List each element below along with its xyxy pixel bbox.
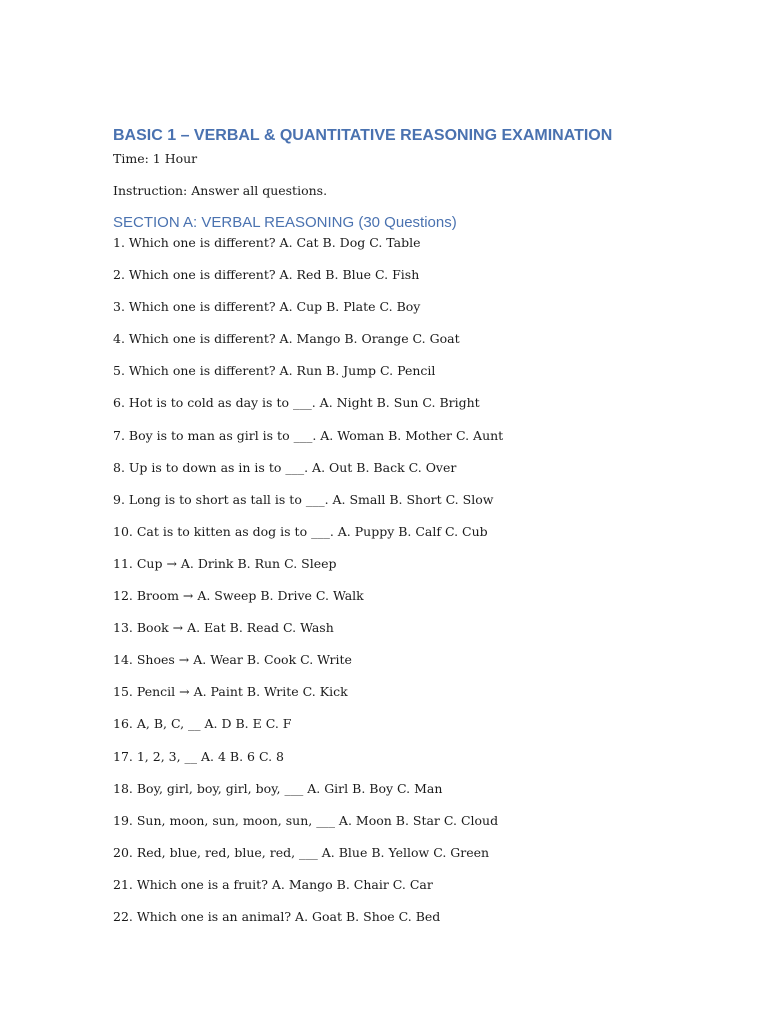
- question-item: 7. Boy is to man as girl is to ___. A. Woman B. Mother C. Aunt: [113, 427, 504, 443]
- question-list: [113, 234, 733, 940]
- question-item: 17. 1, 2, 3, __ A. 4 B. 6 C. 8: [113, 748, 285, 764]
- question-item: 19. Sun, moon, sun, moon, sun, ___ A. Moon B. Star C. Cloud: [113, 812, 499, 828]
- question-item: 18. Boy, girl, boy, girl, boy, ___ A. Girl B. Boy C. Man: [113, 780, 443, 796]
- question-item: 5. Which one is different? A. Run B. Jump C. Pencil: [113, 363, 436, 379]
- question-item: 9. Long is to short as tall is to ___. A. Small B. Short C. Slow: [113, 491, 494, 507]
- question-item: 16. A, B, C, __ A. D B. E C. F: [113, 716, 292, 732]
- exam-time: Time: 1 Hour: [113, 151, 198, 166]
- question-item: 12. Broom → A. Sweep B. Drive C. Walk: [113, 588, 364, 604]
- section-a-heading: SECTION A: VERBAL REASONING (30 Questions): [113, 214, 457, 231]
- question-item: 14. Shoes → A. Wear B. Cook C. Write: [113, 652, 352, 668]
- document-content: [113, 124, 733, 940]
- question-item: 2. Which one is different? A. Red B. Blue C. Fish: [113, 267, 420, 283]
- question-item: 11. Cup → A. Drink B. Run C. Sleep: [113, 555, 337, 571]
- question-item: 3. Which one is different? A. Cup B. Plate C. Boy: [113, 299, 421, 315]
- question-item: 20. Red, blue, red, blue, red, ___ A. Blue B. Yellow C. Green: [113, 844, 490, 860]
- question-item: 1. Which one is different? A. Cat B. Dog C. Table: [113, 235, 421, 250]
- question-item: 4. Which one is different? A. Mango B. Orange C. Goat: [113, 331, 460, 347]
- question-item: 15. Pencil → A. Paint B. Write C. Kick: [113, 684, 348, 700]
- question-item: 8. Up is to down as in is to ___. A. Out B. Back C. Over: [113, 459, 457, 475]
- question-item: 22. Which one is an animal? A. Goat B. Shoe C. Bed: [113, 908, 441, 924]
- question-item: 21. Which one is a fruit? A. Mango B. Chair C. Car: [113, 876, 433, 892]
- question-item: 6. Hot is to cold as day is to ___. A. Night B. Sun C. Bright: [113, 395, 480, 411]
- exam-instruction: Instruction: Answer all questions.: [113, 183, 328, 198]
- question-item: 10. Cat is to kitten as dog is to ___. A. Puppy B. Calf C. Cub: [113, 523, 488, 539]
- question-item: 13. Book → A. Eat B. Read C. Wash: [113, 620, 334, 636]
- document-title: BASIC 1 – VERBAL & QUANTITATIVE REASONING EXAMINATION: [113, 127, 613, 144]
